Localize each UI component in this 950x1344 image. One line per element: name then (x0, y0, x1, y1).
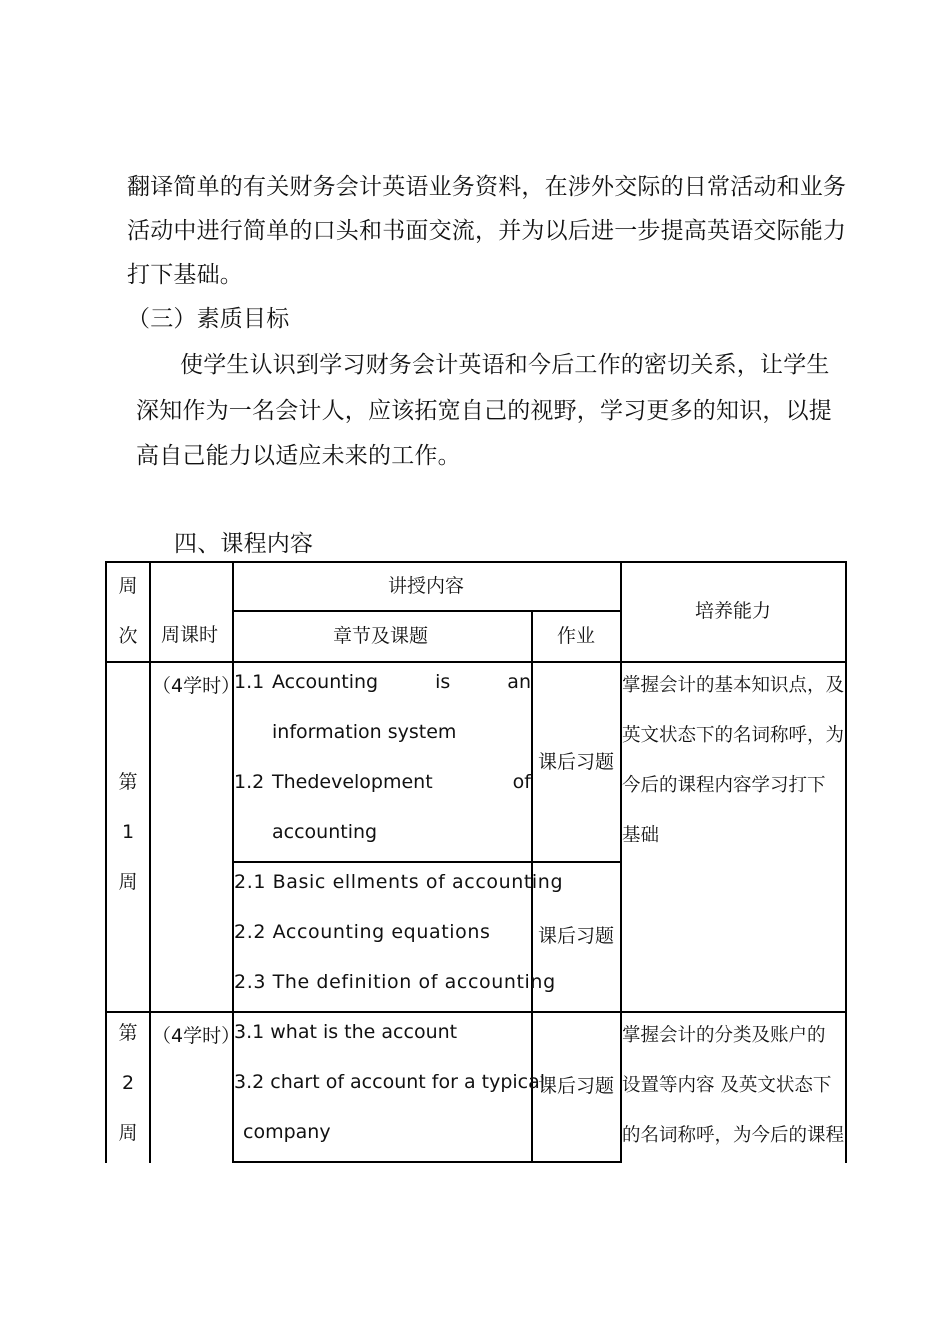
week1-hours: （4学时） (152, 675, 241, 697)
header-homework: 作业 (557, 625, 596, 647)
week1-homework-1: 课后习题 (538, 751, 615, 773)
week1-ability-line: 今后的课程内容学习打下 (622, 775, 826, 796)
paragraph-line: 高自己能力以适应未来的工作。 (136, 443, 461, 469)
paragraph-line: 打下基础。 (127, 262, 243, 288)
paragraph-line: 深知作为一名会计人，应该拓宽自己的视野，学习更多的知识，以提 (136, 398, 832, 424)
week1-topic-1-1-num: 1.1 (234, 671, 265, 693)
week1-topic-2-1: 2.1 Basic ellments of accounting (234, 871, 564, 893)
header-ability: 培养能力 (695, 600, 772, 622)
header-chapter: 章节及课题 (333, 625, 429, 647)
header-content: 讲授内容 (388, 575, 465, 597)
week2-label: 第 2 周 (118, 1022, 138, 1144)
paragraph-line: 使学生认识到学习财务会计英语和今后工作的密切关系，让学生 (180, 352, 830, 378)
week1-label: 第 1 周 (118, 771, 138, 893)
week1-topic-1-1: Accounting is an (272, 671, 531, 693)
section-heading-3: （三）素质目标 (127, 306, 290, 332)
week2-ability-line: 设置等内容 及英文状态下 (622, 1075, 832, 1096)
week2-hours: （4学时） (152, 1025, 241, 1047)
header-hours: 周课时 (161, 624, 219, 646)
week2-topic-3-1: 3.1 what is the account (234, 1021, 458, 1043)
week2-homework: 课后习题 (538, 1075, 615, 1097)
week1-topic-1-2: Thedevelopment of (272, 771, 531, 793)
week1-homework-2: 课后习题 (538, 925, 615, 947)
week1-topic-1-2-num: 1.2 (234, 771, 265, 793)
week1-topic-1-2-cont: accounting (272, 821, 378, 843)
week2-ability-line: 的名词称呼，为今后的课程 (622, 1125, 845, 1146)
week2-topic-3-2-cont: company (243, 1121, 331, 1143)
paragraph-line: 翻译简单的有关财务会计英语业务资料，在涉外交际的日常活动和业务 (127, 174, 847, 200)
section-heading-4: 四、课程内容 (174, 531, 314, 557)
header-week: 周 次 (118, 575, 138, 647)
week2-ability-line: 掌握会计的分类及账户的 (622, 1025, 826, 1046)
week1-ability-line: 基础 (622, 825, 660, 846)
paragraph-line: 活动中进行简单的口头和书面交流，并为以后进一步提高英语交际能力 (127, 218, 847, 244)
week1-topic-1-1-cont: information system (272, 721, 457, 743)
week2-topic-3-2: 3.2 chart of account for a typical (234, 1071, 546, 1093)
week1-topic-2-3: 2.3 The definition of accounting (234, 971, 556, 993)
week1-ability-line: 英文状态下的名词称呼，为 (622, 725, 845, 746)
week1-ability-line: 掌握会计的基本知识点，及 (622, 675, 845, 696)
week1-topic-2-2: 2.2 Accounting equations (234, 921, 491, 943)
